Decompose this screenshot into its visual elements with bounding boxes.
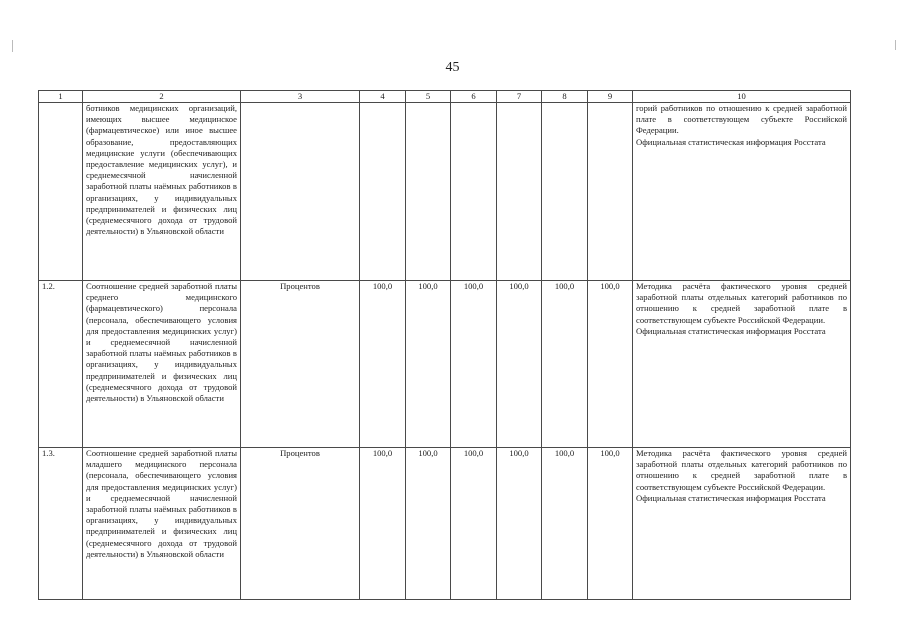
- indicator-name: ботников медицинских организаций, имеющих высшее медицинское (фармацевтическое) или иное высшее образование, предоставляющих медицинские услуги (обеспечивающих предоставление медицинских услуг), и среднемесячной начисленной заработной платы наёмных работников в организациях, у индивидуальных предпринимателей и физических лиц (среднемесячного дохода от трудовой деятельности) в Ульяновской области: [83, 103, 241, 281]
- column-header: 9: [588, 91, 633, 103]
- value-cell: 100,0: [406, 448, 451, 600]
- value-cell: 100,0: [497, 281, 542, 448]
- table-header-row: [39, 91, 851, 103]
- column-header: 3: [241, 91, 360, 103]
- unit-cell: Процентов: [241, 448, 360, 600]
- source-text: Официальная статистическая информация Росстата: [636, 136, 826, 147]
- column-header: 5: [406, 91, 451, 103]
- method-text: Методика расчёта фактического уровня средней заработной платы отдельных категорий работников по отношению к средней заработной плате в соответствующем субъекте Российской Федерации.: [636, 281, 847, 325]
- column-header: 10: [633, 91, 851, 103]
- method-text: Методика расчёта фактического уровня средней заработной платы отдельных категорий работников по отношению к средней заработной плате в соответствующем субъекте Российской Федерации.: [636, 448, 847, 492]
- value-cell: 100,0: [360, 448, 406, 600]
- value-cell: [451, 103, 497, 281]
- column-header: 6: [451, 91, 497, 103]
- scan-edge-mark: [12, 40, 13, 52]
- table-row: [39, 448, 851, 600]
- value-cell: 100,0: [588, 448, 633, 600]
- column-header: 4: [360, 91, 406, 103]
- column-header: 2: [83, 91, 241, 103]
- row-number: 1.3.: [39, 448, 83, 600]
- value-cell: [588, 103, 633, 281]
- method-cell: [633, 448, 851, 600]
- value-cell: 100,0: [360, 281, 406, 448]
- unit-cell: Процентов: [241, 281, 360, 448]
- column-header: 1: [39, 91, 83, 103]
- table-row: [39, 281, 851, 448]
- source-text: Официальная статистическая информация Росстата: [636, 492, 826, 503]
- value-cell: 100,0: [406, 281, 451, 448]
- source-text: Официальная статистическая информация Росстата: [636, 325, 826, 336]
- scan-edge-mark: [895, 40, 896, 50]
- value-cell: [406, 103, 451, 281]
- indicators-table: [38, 90, 851, 600]
- value-cell: 100,0: [451, 281, 497, 448]
- method-text: горий работников по отношению к средней заработной плате в соответствующем субъекте Российской Федерации.: [636, 103, 847, 136]
- row-number: 1.2.: [39, 281, 83, 448]
- value-cell: [542, 103, 588, 281]
- method-cell: [633, 281, 851, 448]
- value-cell: [497, 103, 542, 281]
- table-row: [39, 103, 851, 281]
- value-cell: 100,0: [497, 448, 542, 600]
- value-cell: 100,0: [542, 281, 588, 448]
- row-number: [39, 103, 83, 281]
- value-cell: [360, 103, 406, 281]
- column-header: 7: [497, 91, 542, 103]
- method-cell: [633, 103, 851, 281]
- indicator-name: Соотношение средней заработной платы среднего медицинского (фармацевтического) персонала (персонала, обеспечивающего условия для предоставления медицинских услуг) и среднемесячной начисленной заработной платы наёмных работников в организациях, у индивидуальных предпринимателей и физических лиц (среднемесячного дохода от трудовой деятельности) в Ульяновской области: [83, 281, 241, 448]
- value-cell: 100,0: [542, 448, 588, 600]
- indicator-name: Соотношение средней заработной платы младшего медицинского персонала (персонала, обеспечивающего условия для предоставления медицинских услуг) и среднемесячной начисленной заработной платы наёмных работников в организациях, у индивидуальных предпринимателей и физических лиц (среднемесячного дохода от трудовой деятельности) в Ульяновской области: [83, 448, 241, 600]
- column-header: 8: [542, 91, 588, 103]
- value-cell: 100,0: [588, 281, 633, 448]
- page-number: 45: [445, 60, 460, 75]
- unit-cell: [241, 103, 360, 281]
- value-cell: 100,0: [451, 448, 497, 600]
